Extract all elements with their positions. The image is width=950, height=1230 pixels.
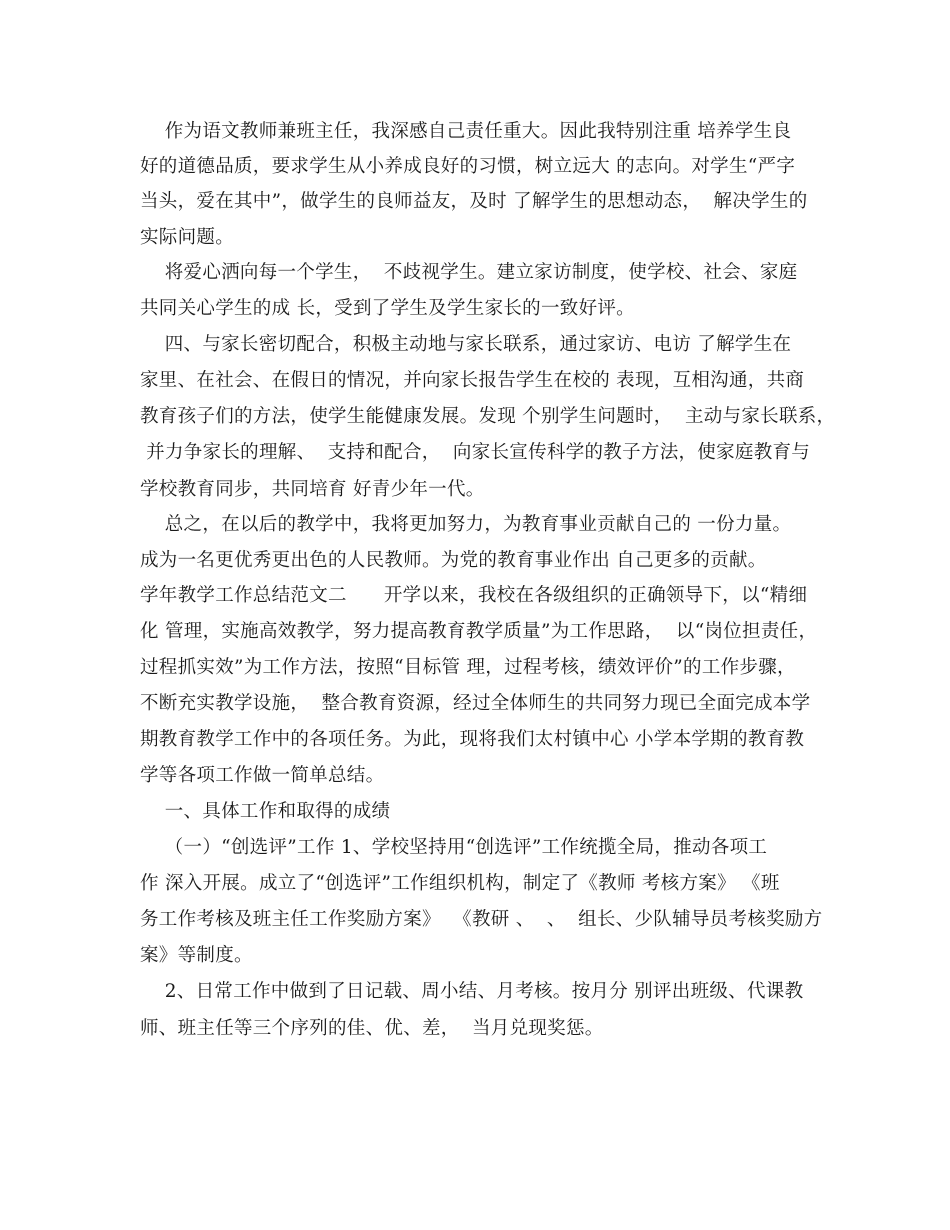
text-line: 作为语文教师兼班主任，我深感自己责任重大。因此我特别注重 培养学生良: [140, 121, 792, 142]
text-line: 不断充实教学设施， 整合教育资源，经过全体师生的共同努力现已全面完成本学: [140, 693, 811, 714]
text-line: 化 管理，实施高效教学，努力提高教育教学质量”为工作思路， 以“岗位担责任，: [140, 621, 818, 642]
text-line: 共同关心学生的成 长，受到了学生及学生家长的一致好评。: [140, 298, 635, 319]
text-line: 当头，爱在其中”，做学生的良师益友，及时 了解学生的思想动态， 解决学生的: [140, 191, 808, 212]
text-line: 教育孩子们的方法，使学生能健康发展。发现 个别学生问题时， 主动与家长联系，: [140, 406, 836, 427]
text-line: 务工作考核及班主任工作奖励方案》 《教研 、 、 组长、少队辅导员考核奖励方: [140, 909, 823, 930]
text-line: 将爱心洒向每一个学生， 不歧视学生。建立家访制度，使学校、社会、家庭: [140, 262, 798, 283]
text-line: 四、与家长密切配合，积极主动地与家长联系，通过家访、电访 了解学生在: [140, 334, 792, 355]
text-line: 并力争家长的理解、 支持和配合， 向家长宣传科学的教子方法，使家庭教育与: [140, 442, 811, 463]
section-heading: 一、具体工作和取得的成绩: [140, 801, 391, 822]
text-line: 期教育教学工作中的各项任务。为此，现将我们太村镇中心 小学本学期的教育教: [140, 729, 805, 750]
text-line: 师、班主任等三个序列的佳、优、差， 当月兑现奖惩。: [140, 1018, 604, 1039]
text-line: （一）“创选评”工作 1、学校坚持用“创选评”工作统揽全局，推动各项工: [140, 837, 768, 858]
text-line: 过程抓实效”为工作方法，按照“目标管 理，过程考核，绩效评价”的工作步骤，: [140, 657, 796, 678]
text-line: 总之，在以后的教学中，我将更加努力，为教育事业贡献自己的 一份力量。: [140, 514, 792, 535]
text-line: 家里、在社会、在假日的情况，并向家长报告学生在校的 表现，互相沟通，共商: [140, 370, 805, 391]
text-line: 学等各项工作做一简单总结。: [140, 765, 385, 786]
text-line: 实际问题。: [140, 227, 235, 248]
text-line: 学校教育同步，共同培育 好青少年一代。: [140, 479, 485, 500]
text-line: 好的道德品质，要求学生从小养成良好的习惯，树立远大 的志向。对学生“严字: [140, 156, 796, 177]
text-line: 成为一名更优秀更出色的人民教师。为党的教育事业作出 自己更多的贡献。: [140, 550, 767, 571]
text-line: 案》等制度。: [140, 945, 253, 966]
text-line: 2、日常工作中做到了日记载、周小结、月考核。按月分 别评出班级、代课教: [140, 981, 804, 1002]
text-line: 学年教学工作总结范文二 开学以来，我校在各级组织的正确领导下，以“精细: [140, 585, 808, 606]
text-line: 作 深入开展。成立了“创选评”工作组织机构，制定了《教师 考核方案》 《班: [140, 873, 780, 894]
